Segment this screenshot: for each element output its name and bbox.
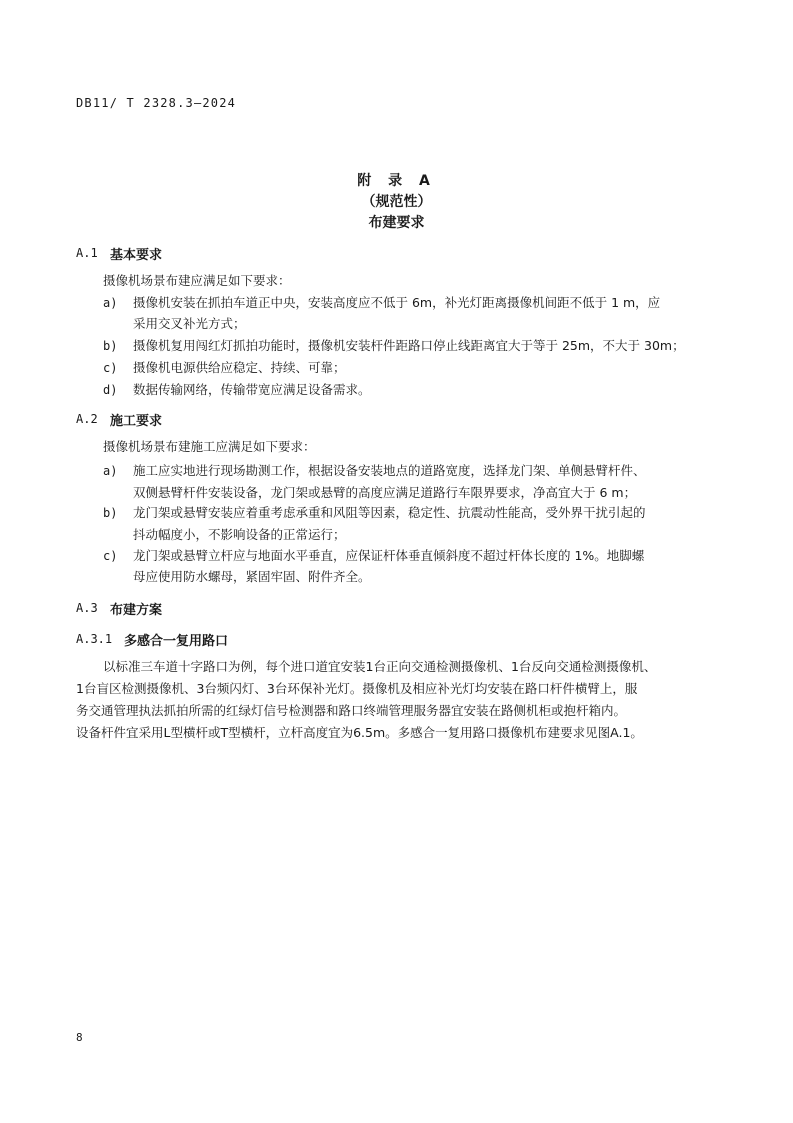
section-intro: 摄像机场景布建应满足如下要求： — [103, 273, 291, 288]
list-item-text: 抖动幅度小，不影响设备的正常运行； — [133, 527, 346, 542]
list-item-label: a) — [103, 296, 118, 310]
section-intro: 摄像机场景布建施工应满足如下要求： — [103, 439, 316, 454]
paragraph-line: 1台盲区检测摄像机、3台频闪灯、3台环保补光灯。摄像机及相应补光灯均安装在路口杆件横臂上，服 — [76, 681, 638, 696]
appendix-name: 布建要求 — [368, 215, 425, 231]
paragraph-line: 务交通管理执法抓拍所需的红绿灯信号检测器和路口终端管理服务器宜安装在路侧机柜或抱杆箱内。 — [76, 703, 627, 718]
appendix-title: 附 录 A — [357, 173, 436, 189]
list-item-label: c) — [103, 361, 118, 375]
appendix-type: （规范性） — [361, 194, 432, 210]
list-item-label: b) — [103, 506, 118, 520]
list-item-text: 施工应实地进行现场勘测工作，根据设备安装地点的道路宽度，选择龙门架、单侧悬臂杆件、 — [133, 463, 646, 478]
list-item-text: 摄像机电源供给应稳定、持续、可靠； — [133, 360, 346, 375]
section-number: A.1 — [76, 246, 98, 260]
list-item-text: 数据传输网络，传输带宽应满足设备需求。 — [133, 382, 371, 397]
section-number: A.3 — [76, 601, 98, 615]
page-number: 8 — [76, 1031, 83, 1044]
list-item-text: 龙门架或悬臂立杆应与地面水平垂直，应保证杆体垂直倾斜度不超过杆体长度的 1%。地脚螺 — [133, 548, 645, 563]
section-number: A.2 — [76, 412, 98, 426]
list-item-label: c) — [103, 549, 118, 563]
list-item-text: 双侧悬臂杆件安装设备，龙门架或悬臂的高度应满足道路行车限界要求，净高宜大于 6 m； — [133, 485, 637, 500]
subsection-number: A.3.1 — [76, 632, 113, 646]
section-title: 施工要求 — [110, 414, 163, 429]
subsection-title: 多感合一复用路口 — [124, 634, 229, 649]
list-item-text: 采用交叉补光方式； — [133, 316, 246, 331]
paragraph-line: 以标准三车道十字路口为例，每个进口道宜安装1台正向交通检测摄像机、1台反向交通检测摄像机、 — [103, 659, 657, 674]
list-item-text: 母应使用防水螺母，紧固牢固、附件齐全。 — [133, 569, 371, 584]
list-item-text: 摄像机安装在抓拍车道正中央，安装高度应不低于 6m，补光灯距离摄像机间距不低于 1 m，应 — [133, 295, 661, 310]
list-item-label: b) — [103, 339, 118, 353]
document-code: DB11/ T 2328.3—2024 — [76, 96, 237, 110]
list-item-label: d) — [103, 383, 118, 397]
list-item-text: 龙门架或悬臂安装应着重考虑承重和风阻等因素，稳定性、抗震动性能高，受外界干扰引起的 — [133, 505, 646, 520]
section-title: 基本要求 — [110, 248, 163, 263]
list-item-text: 摄像机复用闯红灯抓拍功能时，摄像机安装杆件距路口停止线距离宜大于等于 25m，不大于 30m； — [133, 338, 685, 353]
list-item-label: a) — [103, 464, 118, 478]
section-title: 布建方案 — [110, 603, 163, 618]
paragraph-line: 设备杆件宜采用L型横杆或T型横杆，立杆高度宜为6.5m。多感合一复用路口摄像机布建要求见图A.1。 — [76, 725, 643, 740]
